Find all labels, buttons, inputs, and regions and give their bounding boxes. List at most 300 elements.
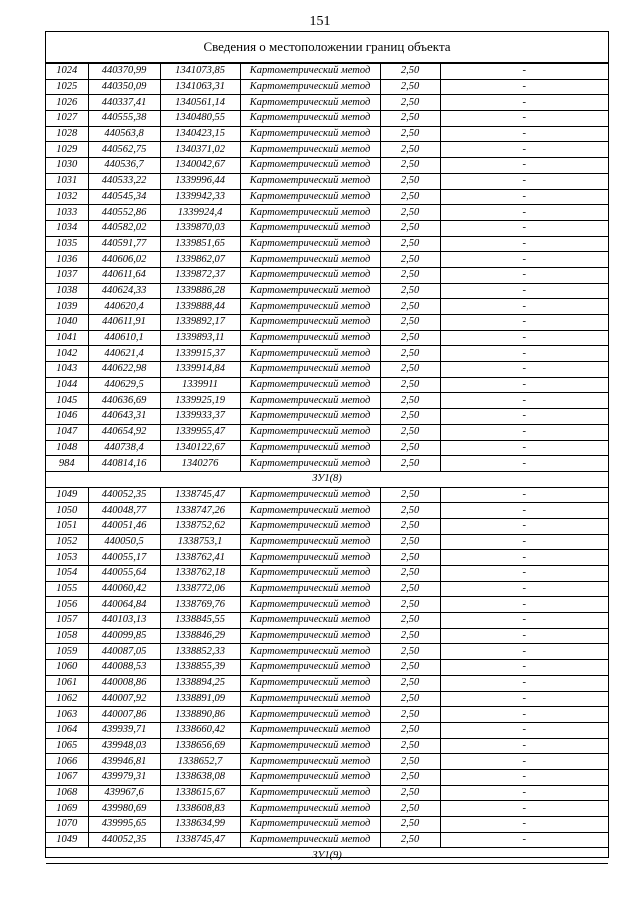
- accuracy: 2,50: [380, 424, 440, 440]
- x-coordinate: 440052,35: [88, 487, 160, 503]
- x-coordinate: 440814,16: [88, 456, 160, 472]
- y-coordinate: 1338753,1: [160, 534, 240, 550]
- table-row: [46, 158, 608, 174]
- accuracy: 2,50: [380, 299, 440, 315]
- method: Картометрический метод: [240, 597, 380, 613]
- method: Картометрический метод: [240, 315, 380, 331]
- accuracy: 2,50: [380, 173, 440, 189]
- accuracy: 2,50: [380, 817, 440, 833]
- y-coordinate: 1338615,67: [160, 785, 240, 801]
- method: Картометрический метод: [240, 801, 380, 817]
- table-row: [46, 503, 608, 519]
- method: Картометрический метод: [240, 518, 380, 534]
- y-coordinate: 1339933,37: [160, 409, 240, 425]
- point-number: 1069: [46, 801, 88, 817]
- point-number: 1032: [46, 189, 88, 205]
- table-row: [46, 613, 608, 629]
- description: -: [440, 613, 608, 629]
- method: Картометрический метод: [240, 456, 380, 472]
- x-coordinate: 440610,1: [88, 330, 160, 346]
- point-number: 1048: [46, 440, 88, 456]
- table-row: [46, 518, 608, 534]
- method: Картометрический метод: [240, 299, 380, 315]
- table-row: [46, 283, 608, 299]
- y-coordinate: 1338745,47: [160, 832, 240, 848]
- accuracy: 2,50: [380, 267, 440, 283]
- point-number: 984: [46, 456, 88, 472]
- table-row: [46, 173, 608, 189]
- table-row: [46, 299, 608, 315]
- accuracy: 2,50: [380, 189, 440, 205]
- accuracy: 2,50: [380, 628, 440, 644]
- description: -: [440, 456, 608, 472]
- description: -: [440, 534, 608, 550]
- y-coordinate: 1339892,17: [160, 315, 240, 331]
- description: -: [440, 832, 608, 848]
- page-number: 151: [309, 14, 331, 29]
- description: -: [440, 503, 608, 519]
- y-coordinate: 1338656,69: [160, 738, 240, 754]
- description: -: [440, 801, 608, 817]
- accuracy: 2,50: [380, 785, 440, 801]
- y-coordinate: 1339911: [160, 377, 240, 393]
- section-label-row: [46, 471, 608, 487]
- description: -: [440, 691, 608, 707]
- method: Картометрический метод: [240, 613, 380, 629]
- point-number: 1033: [46, 205, 88, 221]
- x-coordinate: 439979,31: [88, 769, 160, 785]
- point-number: 1050: [46, 503, 88, 519]
- accuracy: 2,50: [380, 220, 440, 236]
- x-coordinate: 440552,86: [88, 205, 160, 221]
- y-coordinate: 1340122,67: [160, 440, 240, 456]
- boundary-table-frame: [45, 31, 609, 861]
- y-coordinate: 1339893,11: [160, 330, 240, 346]
- x-coordinate: 439946,81: [88, 754, 160, 770]
- table-row: [46, 362, 608, 378]
- table-row: [46, 628, 608, 644]
- method: Картометрический метод: [240, 817, 380, 833]
- table-row: [46, 769, 608, 785]
- point-number: 1054: [46, 566, 88, 582]
- accuracy: 2,50: [380, 769, 440, 785]
- y-coordinate: 1338890,86: [160, 707, 240, 723]
- table-row: [46, 707, 608, 723]
- coordinates-table: [46, 63, 608, 864]
- x-coordinate: 440007,92: [88, 691, 160, 707]
- description: -: [440, 362, 608, 378]
- table-row: [46, 189, 608, 205]
- method: Картометрический метод: [240, 707, 380, 723]
- point-number: 1060: [46, 660, 88, 676]
- description: -: [440, 754, 608, 770]
- accuracy: 2,50: [380, 440, 440, 456]
- method: Картометрический метод: [240, 503, 380, 519]
- x-coordinate: 439980,69: [88, 801, 160, 817]
- method: Картометрический метод: [240, 377, 380, 393]
- point-number: 1067: [46, 769, 88, 785]
- point-number: 1030: [46, 158, 88, 174]
- y-coordinate: 1338634,99: [160, 817, 240, 833]
- description: -: [440, 158, 608, 174]
- description: -: [440, 173, 608, 189]
- table-row: [46, 142, 608, 158]
- accuracy: 2,50: [380, 566, 440, 582]
- x-coordinate: 440103,13: [88, 613, 160, 629]
- accuracy: 2,50: [380, 503, 440, 519]
- x-coordinate: 440337,41: [88, 95, 160, 111]
- description: -: [440, 785, 608, 801]
- point-number: 1045: [46, 393, 88, 409]
- y-coordinate: 1339924,4: [160, 205, 240, 221]
- x-coordinate: 440622,98: [88, 362, 160, 378]
- x-coordinate: 440052,35: [88, 832, 160, 848]
- point-number: 1065: [46, 738, 88, 754]
- point-number: 1034: [46, 220, 88, 236]
- method: Картометрический метод: [240, 754, 380, 770]
- table-row: [46, 236, 608, 252]
- table-row: [46, 440, 608, 456]
- point-number: 1056: [46, 597, 88, 613]
- x-coordinate: 440591,77: [88, 236, 160, 252]
- description: -: [440, 64, 608, 80]
- y-coordinate: 1339888,44: [160, 299, 240, 315]
- y-coordinate: 1338894,25: [160, 675, 240, 691]
- table-row: [46, 377, 608, 393]
- section-label: ЗУ1(9): [46, 848, 608, 864]
- description: -: [440, 111, 608, 127]
- point-number: 1044: [46, 377, 88, 393]
- point-number: 1025: [46, 79, 88, 95]
- point-number: 1059: [46, 644, 88, 660]
- accuracy: 2,50: [380, 346, 440, 362]
- table-row: [46, 95, 608, 111]
- y-coordinate: 1338855,39: [160, 660, 240, 676]
- y-coordinate: 1339955,47: [160, 424, 240, 440]
- method: Картометрический метод: [240, 832, 380, 848]
- description: -: [440, 346, 608, 362]
- table-row: [46, 660, 608, 676]
- description: -: [440, 660, 608, 676]
- description: -: [440, 252, 608, 268]
- x-coordinate: 440562,75: [88, 142, 160, 158]
- accuracy: 2,50: [380, 158, 440, 174]
- y-coordinate: 1339851,65: [160, 236, 240, 252]
- description: -: [440, 220, 608, 236]
- description: -: [440, 330, 608, 346]
- accuracy: 2,50: [380, 283, 440, 299]
- y-coordinate: 1339914,84: [160, 362, 240, 378]
- accuracy: 2,50: [380, 362, 440, 378]
- x-coordinate: 440611,91: [88, 315, 160, 331]
- accuracy: 2,50: [380, 64, 440, 80]
- y-coordinate: 1338769,76: [160, 597, 240, 613]
- description: -: [440, 126, 608, 142]
- y-coordinate: 1339870,03: [160, 220, 240, 236]
- method: Картометрический метод: [240, 283, 380, 299]
- table-row: [46, 581, 608, 597]
- y-coordinate: 1338762,18: [160, 566, 240, 582]
- x-coordinate: 440048,77: [88, 503, 160, 519]
- method: Картометрический метод: [240, 675, 380, 691]
- point-number: 1039: [46, 299, 88, 315]
- accuracy: 2,50: [380, 330, 440, 346]
- point-number: 1049: [46, 832, 88, 848]
- x-coordinate: 440654,92: [88, 424, 160, 440]
- point-number: 1027: [46, 111, 88, 127]
- method: Картометрический метод: [240, 126, 380, 142]
- table-row: [46, 64, 608, 80]
- method: Картометрический метод: [240, 550, 380, 566]
- point-number: 1041: [46, 330, 88, 346]
- accuracy: 2,50: [380, 315, 440, 331]
- description: -: [440, 142, 608, 158]
- point-number: 1049: [46, 487, 88, 503]
- y-coordinate: 1338745,47: [160, 487, 240, 503]
- x-coordinate: 440738,4: [88, 440, 160, 456]
- table-row: [46, 315, 608, 331]
- point-number: 1051: [46, 518, 88, 534]
- accuracy: 2,50: [380, 613, 440, 629]
- description: -: [440, 299, 608, 315]
- table-row: [46, 785, 608, 801]
- point-number: 1031: [46, 173, 88, 189]
- method: Картометрический метод: [240, 111, 380, 127]
- table-row: [46, 597, 608, 613]
- accuracy: 2,50: [380, 707, 440, 723]
- method: Картометрический метод: [240, 346, 380, 362]
- accuracy: 2,50: [380, 252, 440, 268]
- method: Картометрический метод: [240, 330, 380, 346]
- table-row: [46, 346, 608, 362]
- x-coordinate: 440629,5: [88, 377, 160, 393]
- accuracy: 2,50: [380, 236, 440, 252]
- table-row: [46, 424, 608, 440]
- method: Картометрический метод: [240, 566, 380, 582]
- point-number: 1029: [46, 142, 88, 158]
- accuracy: 2,50: [380, 722, 440, 738]
- table-row: [46, 220, 608, 236]
- description: -: [440, 644, 608, 660]
- x-coordinate: 440055,17: [88, 550, 160, 566]
- description: -: [440, 566, 608, 582]
- accuracy: 2,50: [380, 518, 440, 534]
- table-row: [46, 456, 608, 472]
- point-number: 1042: [46, 346, 88, 362]
- accuracy: 2,50: [380, 487, 440, 503]
- accuracy: 2,50: [380, 738, 440, 754]
- y-coordinate: 1339872,37: [160, 267, 240, 283]
- x-coordinate: 440582,02: [88, 220, 160, 236]
- description: -: [440, 440, 608, 456]
- description: -: [440, 817, 608, 833]
- y-coordinate: 1340371,02: [160, 142, 240, 158]
- x-coordinate: 440099,85: [88, 628, 160, 644]
- method: Картометрический метод: [240, 722, 380, 738]
- table-row: [46, 409, 608, 425]
- method: Картометрический метод: [240, 424, 380, 440]
- point-number: 1068: [46, 785, 88, 801]
- y-coordinate: 1340423,15: [160, 126, 240, 142]
- table-row: [46, 267, 608, 283]
- x-coordinate: 440636,69: [88, 393, 160, 409]
- y-coordinate: 1338845,55: [160, 613, 240, 629]
- point-number: 1036: [46, 252, 88, 268]
- description: -: [440, 409, 608, 425]
- table-row: [46, 79, 608, 95]
- table-row: [46, 801, 608, 817]
- accuracy: 2,50: [380, 832, 440, 848]
- y-coordinate: 1338638,08: [160, 769, 240, 785]
- point-number: 1058: [46, 628, 88, 644]
- x-coordinate: 439995,65: [88, 817, 160, 833]
- method: Картометрический метод: [240, 440, 380, 456]
- table-row: [46, 550, 608, 566]
- method: Картометрический метод: [240, 79, 380, 95]
- x-coordinate: 440536,7: [88, 158, 160, 174]
- x-coordinate: 440350,09: [88, 79, 160, 95]
- point-number: 1043: [46, 362, 88, 378]
- method: Картометрический метод: [240, 64, 380, 80]
- y-coordinate: 1340561,14: [160, 95, 240, 111]
- table-row: [46, 675, 608, 691]
- method: Картометрический метод: [240, 644, 380, 660]
- method: Картометрический метод: [240, 142, 380, 158]
- method: Картометрический метод: [240, 785, 380, 801]
- description: -: [440, 377, 608, 393]
- y-coordinate: 1339942,33: [160, 189, 240, 205]
- point-number: 1057: [46, 613, 88, 629]
- method: Картометрический метод: [240, 628, 380, 644]
- x-coordinate: 440051,46: [88, 518, 160, 534]
- description: -: [440, 205, 608, 221]
- y-coordinate: 1338652,7: [160, 754, 240, 770]
- table-row: [46, 126, 608, 142]
- y-coordinate: 1338747,26: [160, 503, 240, 519]
- description: -: [440, 315, 608, 331]
- x-coordinate: 439967,6: [88, 785, 160, 801]
- accuracy: 2,50: [380, 205, 440, 221]
- table-row: [46, 487, 608, 503]
- table-row: [46, 330, 608, 346]
- y-coordinate: 1339925,19: [160, 393, 240, 409]
- accuracy: 2,50: [380, 95, 440, 111]
- y-coordinate: 1338772,06: [160, 581, 240, 597]
- point-number: 1028: [46, 126, 88, 142]
- point-number: 1061: [46, 675, 88, 691]
- x-coordinate: 440621,4: [88, 346, 160, 362]
- description: -: [440, 597, 608, 613]
- y-coordinate: 1340042,67: [160, 158, 240, 174]
- accuracy: 2,50: [380, 754, 440, 770]
- x-coordinate: 440624,33: [88, 283, 160, 299]
- x-coordinate: 440055,64: [88, 566, 160, 582]
- accuracy: 2,50: [380, 534, 440, 550]
- y-coordinate: 1339862,07: [160, 252, 240, 268]
- method: Картометрический метод: [240, 409, 380, 425]
- x-coordinate: 440064,84: [88, 597, 160, 613]
- point-number: 1063: [46, 707, 88, 723]
- y-coordinate: 1341063,31: [160, 79, 240, 95]
- description: -: [440, 675, 608, 691]
- description: -: [440, 487, 608, 503]
- method: Картометрический метод: [240, 691, 380, 707]
- description: -: [440, 189, 608, 205]
- table-row: [46, 754, 608, 770]
- description: -: [440, 769, 608, 785]
- description: -: [440, 518, 608, 534]
- x-coordinate: 440606,02: [88, 252, 160, 268]
- section-label: ЗУ1(8): [46, 471, 608, 487]
- accuracy: 2,50: [380, 393, 440, 409]
- table-row: [46, 832, 608, 848]
- x-coordinate: 440060,42: [88, 581, 160, 597]
- accuracy: 2,50: [380, 691, 440, 707]
- y-coordinate: 1339886,28: [160, 283, 240, 299]
- y-coordinate: 1338891,09: [160, 691, 240, 707]
- y-coordinate: 1338608,83: [160, 801, 240, 817]
- point-number: 1066: [46, 754, 88, 770]
- description: -: [440, 236, 608, 252]
- x-coordinate: 440008,86: [88, 675, 160, 691]
- method: Картометрический метод: [240, 769, 380, 785]
- y-coordinate: 1338846,29: [160, 628, 240, 644]
- x-coordinate: 440370,99: [88, 64, 160, 80]
- method: Картометрический метод: [240, 236, 380, 252]
- point-number: 1037: [46, 267, 88, 283]
- description: -: [440, 267, 608, 283]
- method: Картометрический метод: [240, 189, 380, 205]
- description: -: [440, 722, 608, 738]
- y-coordinate: 1339996,44: [160, 173, 240, 189]
- description: -: [440, 95, 608, 111]
- point-number: 1052: [46, 534, 88, 550]
- table-row: [46, 252, 608, 268]
- x-coordinate: 440007,86: [88, 707, 160, 723]
- y-coordinate: 1338660,42: [160, 722, 240, 738]
- x-coordinate: 440050,5: [88, 534, 160, 550]
- method: Картометрический метод: [240, 581, 380, 597]
- x-coordinate: 440563,8: [88, 126, 160, 142]
- table-row: [46, 722, 608, 738]
- accuracy: 2,50: [380, 597, 440, 613]
- description: -: [440, 707, 608, 723]
- table-row: [46, 205, 608, 221]
- table-row: [46, 393, 608, 409]
- method: Картометрический метод: [240, 158, 380, 174]
- y-coordinate: 1339915,37: [160, 346, 240, 362]
- x-coordinate: 440611,64: [88, 267, 160, 283]
- table-row: [46, 534, 608, 550]
- accuracy: 2,50: [380, 126, 440, 142]
- description: -: [440, 424, 608, 440]
- x-coordinate: 440555,38: [88, 111, 160, 127]
- description: -: [440, 283, 608, 299]
- x-coordinate: 439948,03: [88, 738, 160, 754]
- accuracy: 2,50: [380, 456, 440, 472]
- accuracy: 2,50: [380, 675, 440, 691]
- point-number: 1053: [46, 550, 88, 566]
- table-row: [46, 111, 608, 127]
- y-coordinate: 1341073,85: [160, 64, 240, 80]
- point-number: 1040: [46, 315, 88, 331]
- x-coordinate: 440545,34: [88, 189, 160, 205]
- point-number: 1055: [46, 581, 88, 597]
- accuracy: 2,50: [380, 79, 440, 95]
- y-coordinate: 1340480,55: [160, 111, 240, 127]
- point-number: 1024: [46, 64, 88, 80]
- method: Картометрический метод: [240, 267, 380, 283]
